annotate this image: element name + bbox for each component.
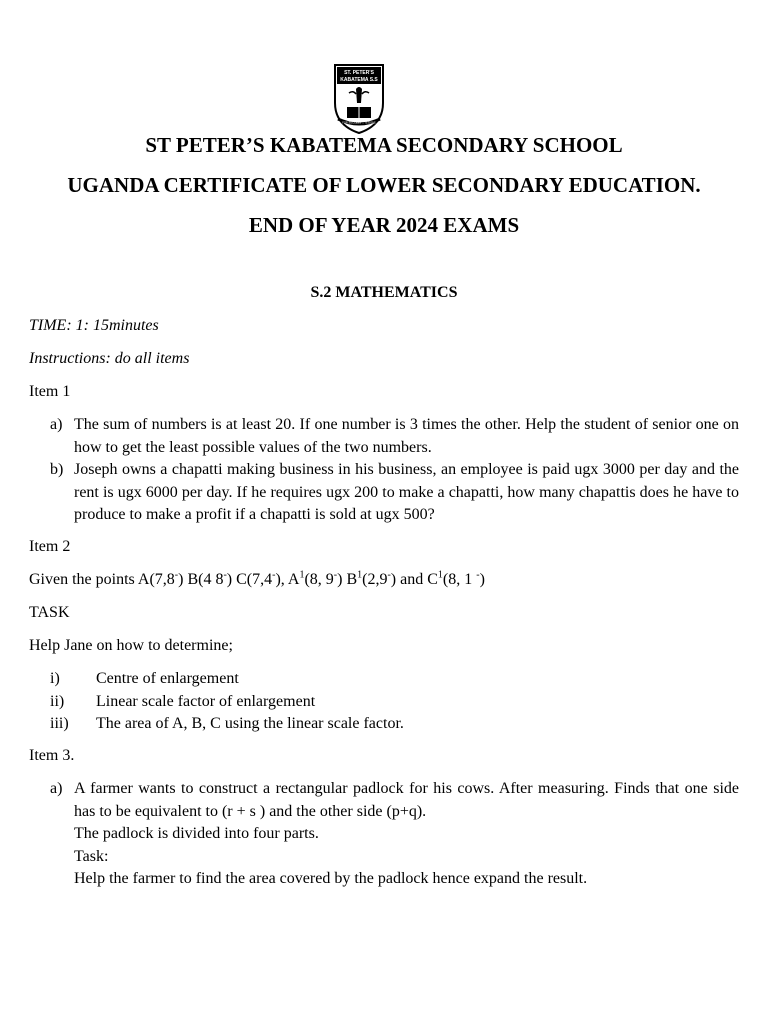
list-item <box>29 778 739 891</box>
item-3a-task: Task: <box>74 847 109 865</box>
exam-title-heading: END OF YEAR 2024 EXAMS <box>248 213 520 237</box>
list-marker: iii) <box>50 715 69 732</box>
item-1b-text: Joseph owns a chapatti making business in his business, an employee is paid ugx 3000 per day and the rent is ugx 6000 per day. If he requires ugx 200 to make a chapatti, how many chapattis does he have to produce to make a profit if a chapatti is sold at ugx 500? <box>74 461 739 523</box>
item-3a-help: Help the farmer to find the area covered by the padlock hence expand the result. <box>74 870 588 887</box>
list-item <box>29 414 739 459</box>
list-marker: ii) <box>50 692 65 710</box>
item-1-list <box>29 414 739 527</box>
list-item <box>29 459 739 527</box>
subject-heading: S.2 MATHEMATICS <box>310 284 458 301</box>
svg-text:FOR SUCCESS … IS DONE: FOR SUCCESS … IS DONE <box>342 121 376 125</box>
item-1-title: Item 1 <box>29 383 71 400</box>
list-item: ii) Linear scale factor of enlargement <box>29 691 404 714</box>
list-marker: a) <box>50 780 63 797</box>
certificate-heading: UGANDA CERTIFICATE OF LOWER SECONDARY EDUCATION. <box>67 173 701 197</box>
list-marker: i) <box>50 670 60 687</box>
school-crest-logo <box>332 63 386 135</box>
instructions: Instructions: do all items <box>29 350 190 367</box>
list-item: i) Centre of enlargement <box>29 668 404 691</box>
item-2-help: Help Jane on how to determine; <box>29 637 233 654</box>
svg-text:KABATEMA S.S: KABATEMA S.S <box>340 77 378 83</box>
task-label: TASK <box>29 604 70 621</box>
school-name-heading: ST PETER’S KABATEMA SECONDARY SCHOOL <box>145 133 623 157</box>
time-allowed: TIME: 1: 15minutes <box>29 317 159 334</box>
list-marker: a) <box>50 416 63 433</box>
item-3-list <box>29 778 739 891</box>
item-3a-text: A farmer wants to construct a rectangular padlock for his cows. After measuring. Finds that one side has to be equivalent to (r + s ) and the other side (p+q). <box>74 780 739 820</box>
item-2-roman-list <box>29 668 404 736</box>
list-item: iii) The area of A, B, C using the linear scale factor. <box>29 713 404 736</box>
item-1a-text: The sum of numbers is at least 20. If one number is 3 times the other. Help the student of senior one on how to get the least possible values of the two numbers. <box>74 416 739 456</box>
svg-text:ST. PETER'S: ST. PETER'S <box>344 70 374 76</box>
item-3a-line2: The padlock is divided into four parts. <box>74 825 319 842</box>
list-marker: b) <box>50 461 64 478</box>
item-3-title: Item 3. <box>29 747 75 764</box>
item-2-title: Item 2 <box>29 538 71 555</box>
item-2-points: Given the points A(7,8-) B(4 8-) C(7,4-), $A^1(8$, 9-) $B^1(2,9^-)$ and $C^1(8$, 1 -) <box>29 569 485 588</box>
